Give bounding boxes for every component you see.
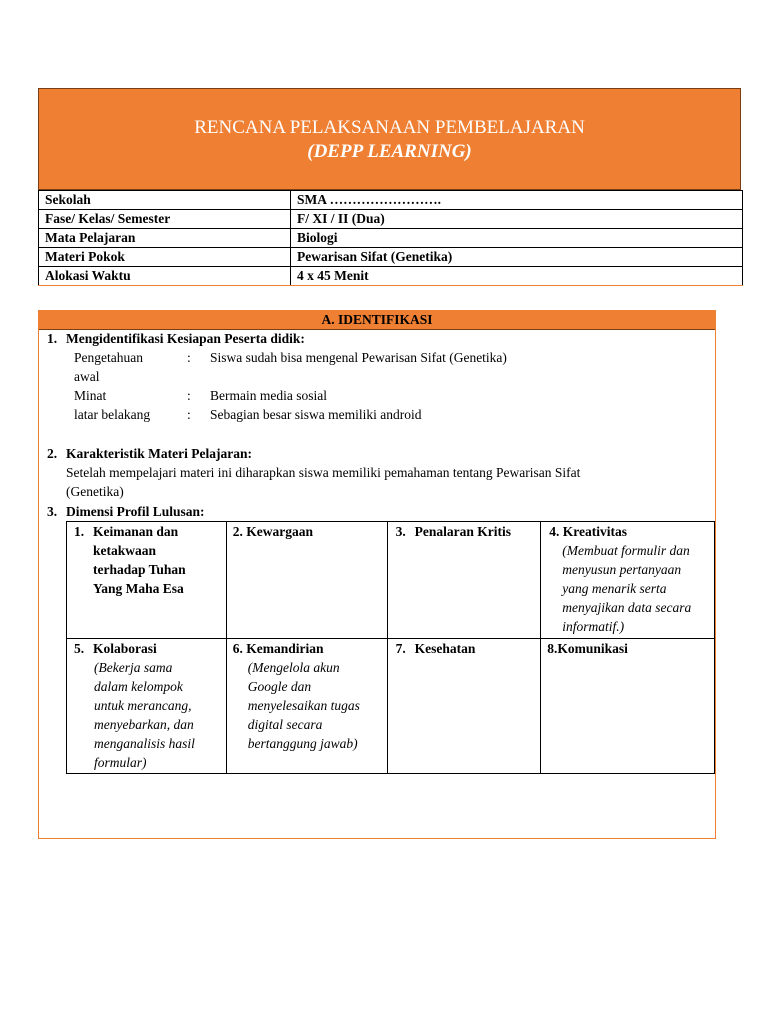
profil-cell: [226, 639, 387, 774]
info-row: [39, 267, 743, 286]
info-value: Pewarisan Sifat (Genetika): [291, 248, 743, 267]
profil-description: menyebarkan, dan: [94, 717, 194, 732]
profil-description: bertanggung jawab): [247, 736, 358, 751]
profil-lulusan-table: [66, 521, 715, 774]
profil-cell: [387, 522, 541, 639]
document-title: RENCANA PELAKSANAAN PEMBELAJARAN: [194, 117, 585, 138]
item-text: Setelah mempelajari materi ini diharapkan siswa memiliki pemahaman tentang Pewarisan Sifat: [66, 465, 581, 480]
readiness-label: latar belakang: [74, 407, 151, 422]
profil-number: 3.: [395, 524, 406, 539]
profil-description: menyajikan data secara: [562, 600, 692, 615]
profil-number: 7.: [395, 641, 406, 656]
profil-description: Google dan: [247, 679, 312, 694]
profil-title: Komunikasi: [557, 641, 628, 656]
profil-title: Kewargaan: [246, 524, 314, 539]
profil-cell: [541, 522, 715, 639]
profil-description: menganalisis hasil: [94, 736, 195, 751]
item-number: 3.: [47, 504, 58, 519]
profil-description: digital secara: [247, 717, 323, 732]
info-row: [39, 229, 743, 248]
profil-description: menyelesaikan tugas: [247, 698, 360, 713]
profil-cell: [387, 639, 541, 774]
item-number: 2.: [47, 446, 58, 461]
profil-description: (Bekerja sama: [94, 660, 173, 675]
item-text: (Genetika): [66, 484, 124, 499]
readiness-value: Siswa sudah bisa mengenal Pewarisan Sifat (Genetika): [210, 350, 507, 365]
info-value: SMA …………………….: [291, 191, 743, 210]
item-title: Karakteristik Materi Pelajaran:: [66, 446, 252, 461]
profil-number: 6.: [232, 641, 243, 656]
readiness-colon: :: [187, 407, 191, 422]
info-row: [39, 191, 743, 210]
item-number: 1.: [47, 331, 58, 346]
table-row: [67, 522, 715, 639]
profil-number: 4.: [549, 524, 560, 539]
profil-description: (Mengelola akun: [247, 660, 340, 675]
info-label: Fase/ Kelas/ Semester: [39, 210, 291, 229]
readiness-label-cont: awal: [74, 369, 100, 384]
readiness-value: Bermain media sosial: [210, 388, 327, 403]
info-label: Materi Pokok: [39, 248, 291, 267]
readiness-value: Sebagian besar siswa memiliki android: [210, 407, 422, 422]
info-row: [39, 248, 743, 267]
profil-description: (Membuat formulir dan: [562, 543, 690, 558]
profil-title: Penalaran Kritis: [414, 524, 511, 539]
info-value: Biologi: [291, 229, 743, 248]
profil-title: terhadap Tuhan: [93, 562, 186, 577]
profil-cell: [67, 522, 227, 639]
readiness-colon: :: [187, 350, 191, 365]
profil-title: Keimanan dan: [93, 524, 179, 539]
document-header: [38, 88, 741, 190]
profil-title: Kolaborasi: [93, 641, 157, 656]
readiness-colon: :: [187, 388, 191, 403]
profil-number: 1.: [74, 524, 85, 539]
readiness-label: Minat: [74, 388, 107, 403]
profil-description: untuk merancang,: [94, 698, 192, 713]
info-table: [38, 190, 743, 286]
document-subtitle: (DEPP LEARNING): [307, 141, 472, 162]
info-value: F/ XI / II (Dua): [291, 210, 743, 229]
item-title: Mengidentifikasi Kesiapan Peserta didik:: [66, 331, 305, 346]
profil-cell: [226, 522, 387, 639]
profil-title: ketakwaan: [93, 543, 157, 558]
profil-cell: [541, 639, 715, 774]
info-value: 4 x 45 Menit: [291, 267, 743, 286]
profil-description: dalam kelompok: [94, 679, 183, 694]
profil-description: formular): [94, 755, 147, 770]
profil-title: Kesehatan: [414, 641, 476, 656]
item-title: Dimensi Profil Lulusan:: [66, 504, 205, 519]
table-row: [67, 639, 715, 774]
profil-description: yang menarik serta: [562, 581, 667, 596]
info-label: Alokasi Waktu: [39, 267, 291, 286]
profil-cell: [67, 639, 227, 774]
profil-title: Kemandirian: [246, 641, 324, 656]
info-label: Sekolah: [39, 191, 291, 210]
profil-number: 2.: [232, 524, 243, 539]
profil-number: 8.: [547, 641, 558, 656]
readiness-label: Pengetahuan: [74, 350, 143, 365]
profil-title: Kreativitas: [562, 524, 628, 539]
profil-description: menyusun pertanyaan: [562, 562, 682, 577]
info-label: Mata Pelajaran: [39, 229, 291, 248]
section-heading: A. IDENTIFIKASI: [39, 311, 715, 330]
info-row: [39, 210, 743, 229]
profil-number: 5.: [74, 641, 85, 656]
profil-title: Yang Maha Esa: [93, 581, 184, 596]
profil-description: informatif.): [562, 619, 625, 634]
